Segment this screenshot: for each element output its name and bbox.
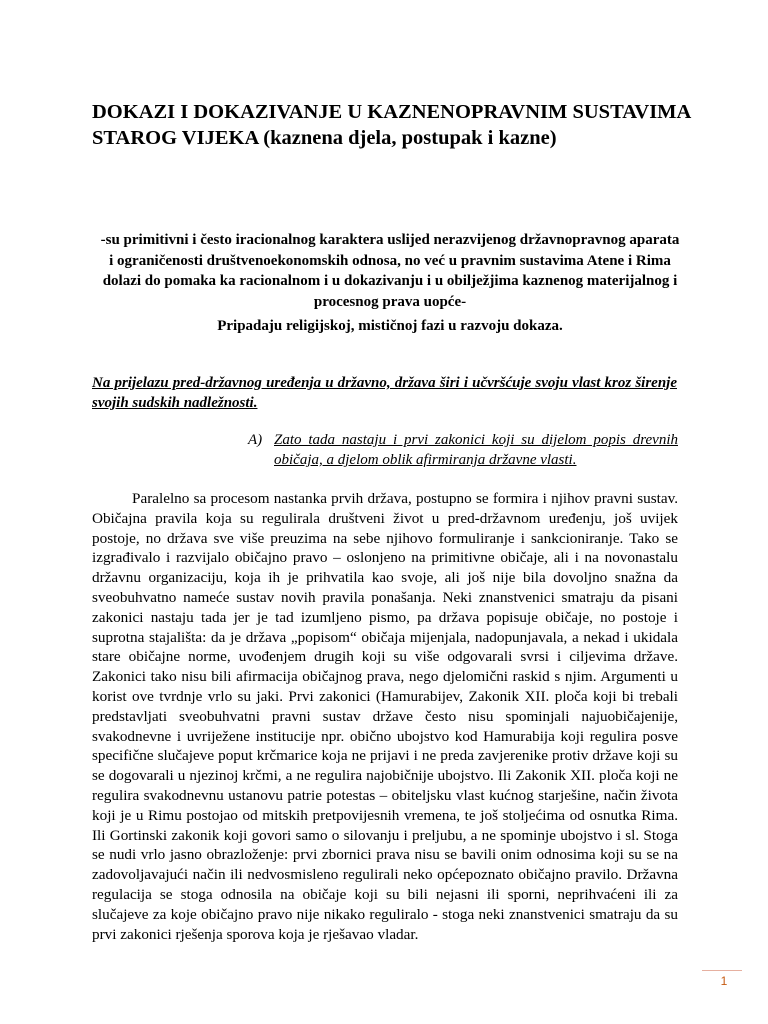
footer-divider bbox=[702, 970, 742, 971]
list-item bbox=[248, 430, 678, 470]
page-number: 1 bbox=[720, 974, 728, 988]
list-marker: A) bbox=[248, 432, 263, 448]
document-title: DOKAZI I DOKAZIVANJE U KAZNENOPRAVNIM SUSTAVIMA STAROG VIJEKA (kaznena djela, postupak i kazne) bbox=[92, 101, 691, 149]
list-item-text: Zato tada nastaju i prvi zakonici koji su dijelom popis drevnih običaja, a djelom oblik afirmiranja državne vlasti. bbox=[274, 432, 678, 468]
section-heading: Na prijelazu pred-državnog uređenja u državno, država širi i učvršćuje svoju vlast kroz širenje svojih sudskih nadležnosti. bbox=[92, 375, 677, 411]
body-paragraph: Paralelno sa procesom nastanka prvih država, postupno se formira i njihov pravni sustav. Običajna pravila koja su regulirala društveni život u pred-državnom uređenju, još uvijek postoje, no država sve više preuzima na sebe njihovo formuliranje i sankcioniranje. Tako se izgrađivalo i razvijalo običajno pravo – oslonjeno na primitivne običaje, ali i na novonastalu državnu organizaciju, koja ih je prihvatila kao svoje, ali još nije bila dovoljno snažna da sveobuhvatno nameće sustav novih pravila ponašanja. Neki znanstvenici smatraju da pisani zakonici nastaju tada jer je tad izumljeno pismo, pa država popisuje običaje, no postoje i suprotna stajališta: da je država „popisom“ običaja mijenjala, nadopunjavala, a nekad i ukidala stare običajne norme, uvođenjem drugih koji su više odgovarali svrsi i ciljevima države. Zakonici tako nisu bili afirmacija običajnog prava, nego djelomični raskid s njim. Argumenti u korist ove tvrdnje vrlo su jaki. Prvi zakonici (Hamurabijev, Zakonik XII. ploča koji bi trebali predstavljati sveobuhvatni pravni sustav države često nisu spominjali najuobičajenije, svakodnevne i uvriježene institucije npr. obično ubojstvo kod Hamurabija koji regulira posve specifične slučajeve poput krčmarice koja ne prijavi i ne preda zavjerenike protiv države koji su se dogovarali u njezinoj krčmi, a ne regulira najobičnije ubojstvo. Ili Zakonik XII. ploča koji ne regulira svakodnevnu ustanovu patrie potestas – obiteljsku vlast kućnog starješine, način života koji je u Rimu postojao od mitskih pretpovijesnih vremena, te još stoljećima od osnutka Rima. Ili Gortinski zakonik koji govori samo o silovanju i preljubu, a ne spominje ubojstvo i sl. Stoga se nudi vrlo jasno obrazloženje: prvi zbornici prava nisu se bavili onim odnosima koji su se na zadovoljavajući način ili nedvosmisleno regulirali neko općepoznato običajno pravilo. Državna regulacija se stoga odnosila na običaje koji su bili nejasni ili sporni, neprihvaćeni ili za slučajeve za koje običajno pravo nije nikako reguliralo - stoga neki znanstvenici smatraju da su prvi zakonici rješenja sporova koja je rješavao vladar. bbox=[92, 490, 678, 943]
intro-phase-statement: Pripadaju religijskoj, mističnoj fazi u razvoju dokaza. bbox=[217, 318, 563, 334]
intro-paragraph: -su primitivni i često iracionalnog karaktera uslijed nerazvijenog državnopravnog aparata i ograničenosti društvenoekonomskih odnosa, no već u pravnim sustavima Atene i Rima dolazi do pomaka ka racionalnom i u dokazivanju i u obilježjima kaznenog materijalnog i procesnog prava uopće- bbox=[100, 232, 680, 310]
